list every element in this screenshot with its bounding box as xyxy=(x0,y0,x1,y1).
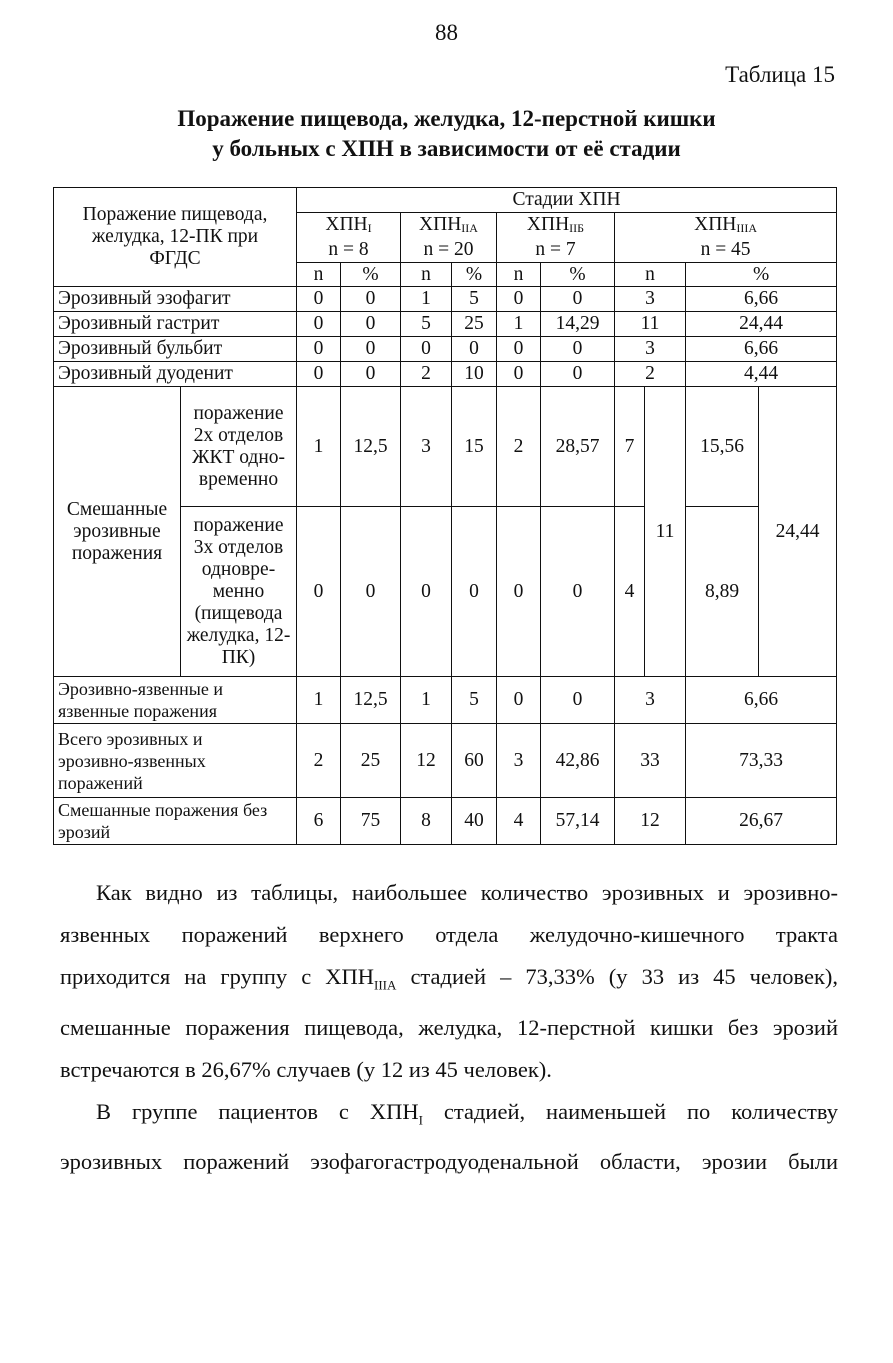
stage-4-n: n = 45 xyxy=(700,239,751,260)
cell: 75 xyxy=(341,798,401,845)
cell: 5 xyxy=(401,312,452,337)
cell: 1 xyxy=(297,387,341,507)
cell: 0 xyxy=(497,287,541,312)
cell: 5 xyxy=(452,287,497,312)
text-fragment: стадией – 73,33% (у 33 из 45 человек), xyxy=(396,964,838,989)
cell: 25 xyxy=(341,724,401,798)
cell: 73,33 xyxy=(686,724,837,798)
table-title xyxy=(0,104,893,164)
cell: 2 xyxy=(497,387,541,507)
col-n-header: n xyxy=(401,263,452,287)
cell: 0 xyxy=(341,312,401,337)
table-row xyxy=(54,724,837,798)
cell: 40 xyxy=(452,798,497,845)
stage-header-1 xyxy=(297,213,401,263)
table-row xyxy=(54,287,837,312)
row-label: Эрозивный бульбит xyxy=(54,337,297,362)
cell: 12,5 xyxy=(341,387,401,507)
cell: 2 xyxy=(615,362,686,387)
cell: 0 xyxy=(497,677,541,724)
col-pct-header: % xyxy=(541,263,615,287)
table-row xyxy=(54,312,837,337)
stage-4-name: ХПН xyxy=(694,214,737,235)
stage-3-name: ХПН xyxy=(526,214,570,235)
body-text xyxy=(60,872,838,1183)
stages-header-cell: Стадии ХПН xyxy=(297,188,837,213)
cell: 12 xyxy=(615,798,686,845)
text-line: эрозивных поражений эзофагогастродуоденальной области, эрозии были xyxy=(60,1149,838,1174)
stage-1-n: n = 8 xyxy=(328,239,369,260)
col-pct-header: % xyxy=(686,263,837,287)
cell: 3 xyxy=(401,387,452,507)
cell: 24,44 xyxy=(686,312,837,337)
stage-header-4 xyxy=(615,213,837,263)
mixed-group-label: Смешанные эрозивные поражения xyxy=(54,387,181,677)
stage-2-sub: IIA xyxy=(461,221,478,235)
table-title-line-2: у больных с ХПН в зависимости от её стадии xyxy=(212,136,681,161)
cell: 3 xyxy=(497,724,541,798)
cell: 0 xyxy=(341,337,401,362)
cell: 3 xyxy=(615,287,686,312)
row-label: Эрозивный гастрит xyxy=(54,312,297,337)
col-pct-header: % xyxy=(341,263,401,287)
stage-header-3 xyxy=(497,213,615,263)
cell: 10 xyxy=(452,362,497,387)
text-line: Как видно из таблицы, наибольшее количество эрозивных и эрозивно- xyxy=(96,880,838,905)
paragraph-1 xyxy=(60,872,838,914)
cell: 0 xyxy=(541,337,615,362)
cell: 7 xyxy=(615,387,645,507)
cell: 15,56 xyxy=(686,387,759,507)
text-subscript: IIIA xyxy=(374,977,397,993)
row-label: Эрозивный эзофагит xyxy=(54,287,297,312)
cell: 11 xyxy=(615,312,686,337)
col-n-header: n xyxy=(497,263,541,287)
cell: 0 xyxy=(541,677,615,724)
cell: 6,66 xyxy=(686,287,837,312)
stage-4-sub: IIIA xyxy=(736,221,758,235)
stage-2-name: ХПН xyxy=(419,214,462,235)
cell: 25 xyxy=(452,312,497,337)
cell: 0 xyxy=(497,362,541,387)
cell: 0 xyxy=(497,507,541,677)
cell: 0 xyxy=(401,337,452,362)
row-label: Эрозивно-язвенные и язвенные поражения xyxy=(54,677,297,724)
paragraph-1-cont xyxy=(60,914,838,1049)
table-row xyxy=(54,337,837,362)
stage-3-sub: IIБ xyxy=(569,221,585,235)
cell: 33 xyxy=(615,724,686,798)
cell: 2 xyxy=(401,362,452,387)
data-table xyxy=(53,187,837,845)
cell: 26,67 xyxy=(686,798,837,845)
cell: 0 xyxy=(541,507,615,677)
table-row xyxy=(54,362,837,387)
corner-header-cell: Поражение пищевода, желудка, 12-ПК при ФГДС xyxy=(54,188,297,287)
cell: 2 xyxy=(297,724,341,798)
row-label: Эрозивный дуоденит xyxy=(54,362,297,387)
cell: 0 xyxy=(452,507,497,677)
cell: 1 xyxy=(497,312,541,337)
paragraph-2 xyxy=(60,1091,838,1142)
mixed-total-pct: 24,44 xyxy=(759,387,837,677)
text-line: смешанные поражения пищевода, желудка, 12-перстной кишки без эрозий xyxy=(60,1014,838,1040)
cell: 60 xyxy=(452,724,497,798)
cell: 0 xyxy=(341,507,401,677)
paragraph-2-cont xyxy=(60,1141,838,1183)
row-label: Смешанные поражения без эрозий xyxy=(54,798,297,845)
cell: 6 xyxy=(297,798,341,845)
cell: 0 xyxy=(541,362,615,387)
text-fragment: приходится на группу с ХПН xyxy=(60,964,374,989)
mixed-sub2-label: поражение 3х отделов одновре-менно (пищевода желудка, 12-ПК) xyxy=(181,507,297,677)
cell: 0 xyxy=(541,287,615,312)
cell: 12,5 xyxy=(341,677,401,724)
cell: 0 xyxy=(297,312,341,337)
text-subscript: I xyxy=(418,1112,423,1127)
stage-1-name: ХПН xyxy=(325,214,368,235)
cell: 42,86 xyxy=(541,724,615,798)
cell: 4,44 xyxy=(686,362,837,387)
table-title-line-1: Поражение пищевода, желудка, 12-перстной кишки xyxy=(177,106,716,131)
cell: 0 xyxy=(297,362,341,387)
cell: 6,66 xyxy=(686,677,837,724)
cell: 0 xyxy=(341,362,401,387)
stage-2-n: n = 20 xyxy=(423,239,474,260)
cell: 28,57 xyxy=(541,387,615,507)
col-pct-header: % xyxy=(452,263,497,287)
paragraph-1-end xyxy=(60,1049,838,1091)
row-label: Всего эрозивных и эрозивно-язвенных поражений xyxy=(54,724,297,798)
cell: 0 xyxy=(341,287,401,312)
cell: 0 xyxy=(401,507,452,677)
cell: 0 xyxy=(497,337,541,362)
text-fragment: стадией, наименьшей по количеству xyxy=(422,1098,838,1124)
table-label: Таблица 15 xyxy=(725,62,835,87)
col-n-header: n xyxy=(615,263,686,287)
stage-header-2 xyxy=(401,213,497,263)
text-line xyxy=(60,956,838,1007)
mixed-sub1-label: поражение 2х отделов ЖКТ одно-временно xyxy=(181,387,297,507)
table-row xyxy=(54,387,837,507)
stage-3-n: n = 7 xyxy=(535,239,576,260)
text-fragment: В группе пациентов с ХПН xyxy=(96,1098,419,1124)
table-row xyxy=(54,677,837,724)
cell: 3 xyxy=(615,337,686,362)
cell: 6,66 xyxy=(686,337,837,362)
cell: 5 xyxy=(452,677,497,724)
cell: 0 xyxy=(297,287,341,312)
mixed-total-n: 11 xyxy=(645,387,686,677)
cell: 4 xyxy=(615,507,645,677)
cell: 1 xyxy=(401,287,452,312)
stage-1-sub: I xyxy=(367,221,372,235)
cell: 3 xyxy=(615,677,686,724)
cell: 8 xyxy=(401,798,452,845)
col-n-header: n xyxy=(297,263,341,287)
cell: 14,29 xyxy=(541,312,615,337)
cell: 15 xyxy=(452,387,497,507)
cell: 1 xyxy=(401,677,452,724)
text-line: встречаются в 26,67% случаев (у 12 из 45 человек). xyxy=(60,1056,552,1082)
page-number: 88 xyxy=(435,20,458,45)
cell: 4 xyxy=(497,798,541,845)
cell: 0 xyxy=(297,337,341,362)
cell: 12 xyxy=(401,724,452,798)
cell: 0 xyxy=(297,507,341,677)
text-line: язвенных поражений верхнего отдела желудочно-кишечного тракта xyxy=(60,922,838,947)
table-row xyxy=(54,798,837,845)
cell: 57,14 xyxy=(541,798,615,845)
cell: 0 xyxy=(452,337,497,362)
cell: 1 xyxy=(297,677,341,724)
cell: 8,89 xyxy=(686,507,759,677)
